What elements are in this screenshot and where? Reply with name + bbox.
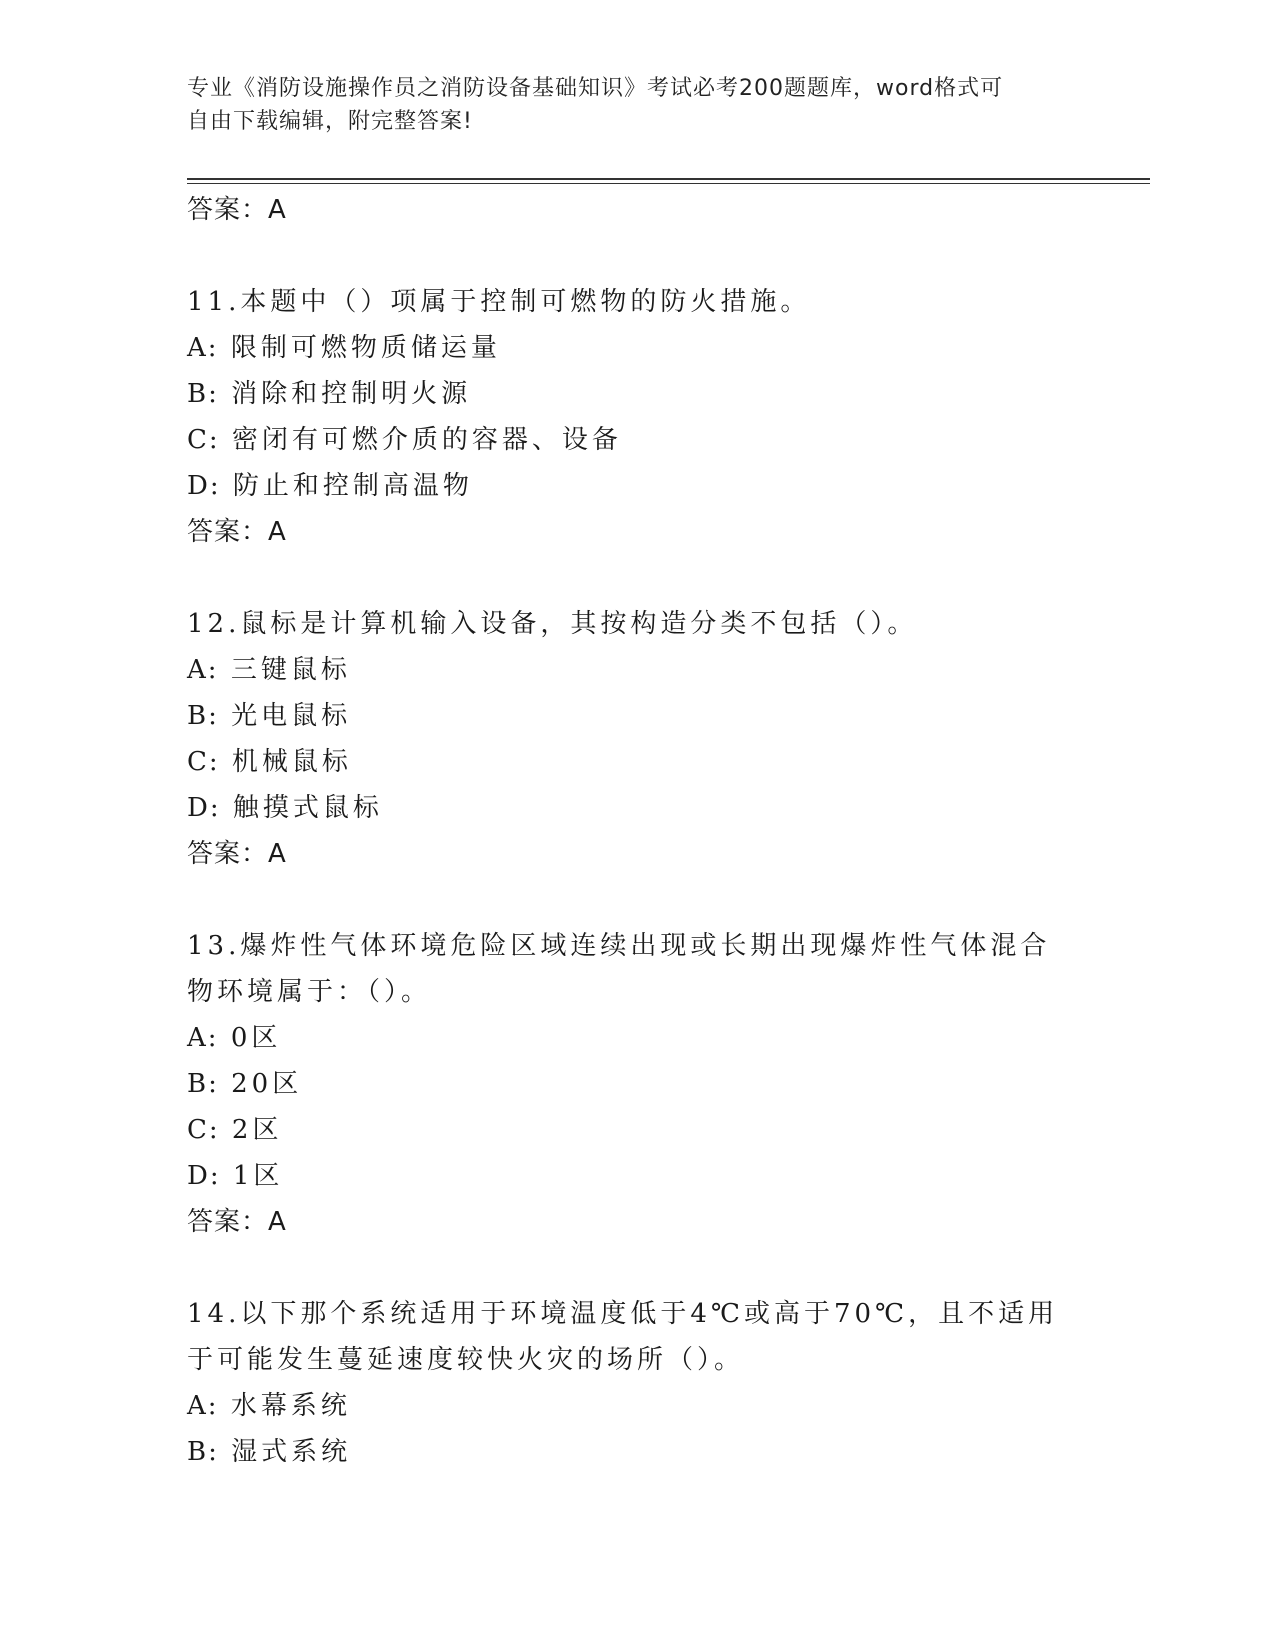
option-c	[187, 417, 1087, 463]
option-text: 湿式系统	[231, 1437, 352, 1467]
header-line-1: 专业《消防设施操作员之消防设备基础知识》考试必考200题题库，word格式可	[187, 76, 1004, 101]
option-text: 20区	[231, 1069, 303, 1099]
option-text: 触摸式鼠标	[232, 793, 383, 823]
option-d	[187, 1153, 1087, 1199]
option-label: C:	[187, 747, 220, 777]
answer-line: 答案：A	[187, 195, 287, 225]
option-label: D:	[187, 793, 221, 823]
option-c	[187, 1107, 1087, 1153]
answer-line: 答案：A	[187, 1207, 287, 1237]
option-text: 2区	[231, 1115, 283, 1145]
spacer	[187, 877, 1087, 923]
option-c	[187, 739, 1087, 785]
option-a	[187, 1383, 1087, 1429]
option-text: 三键鼠标	[230, 655, 351, 685]
option-label: B:	[187, 1069, 219, 1099]
question-stem: 12.鼠标是计算机输入设备，其按构造分类不包括（）。	[187, 609, 918, 639]
option-text: 限制可燃物质储运量	[230, 333, 501, 363]
option-d	[187, 785, 1087, 831]
question-block	[187, 923, 1087, 1245]
page-header	[187, 72, 1067, 138]
spacer	[187, 233, 1087, 279]
option-label: D:	[187, 471, 221, 501]
option-text: 0区	[230, 1023, 282, 1053]
option-a	[187, 325, 1087, 371]
question-stem: 14.以下那个系统适用于环境温度低于4℃或高于70℃，且不适用于可能发生蔓延速度较快火灾的场所（）。	[187, 1299, 1059, 1375]
answer-line: 答案：A	[187, 839, 287, 869]
option-label: D:	[187, 1161, 221, 1191]
option-label: A:	[187, 333, 219, 363]
question-stem: 13.爆炸性气体环境危险区域连续出现或长期出现爆炸性气体混合物环境属于：（）。	[187, 931, 1051, 1007]
option-b	[187, 371, 1087, 417]
question-stem: 11.本题中（）项属于控制可燃物的防火措施。	[187, 287, 811, 317]
option-a	[187, 647, 1087, 693]
question-block	[187, 1291, 1087, 1475]
option-text: 消除和控制明火源	[231, 379, 472, 409]
option-label: B:	[187, 379, 219, 409]
spacer	[187, 1245, 1087, 1291]
option-text: 机械鼠标	[231, 747, 352, 777]
header-line-2: 自由下载编辑，附完整答案!	[187, 109, 473, 134]
option-text: 光电鼠标	[231, 701, 352, 731]
question-list	[187, 187, 1087, 1475]
question-block	[187, 601, 1087, 877]
option-b	[187, 1061, 1087, 1107]
spacer	[187, 555, 1087, 601]
option-label: A:	[187, 1391, 219, 1421]
option-text: 1区	[232, 1161, 284, 1191]
option-text: 水幕系统	[230, 1391, 351, 1421]
header-rule-thick	[187, 178, 1150, 180]
question-block	[187, 279, 1087, 555]
header-rule-thin	[187, 183, 1150, 184]
option-b	[187, 1429, 1087, 1475]
option-label: B:	[187, 1437, 219, 1467]
option-label: A:	[187, 655, 219, 685]
option-a	[187, 1015, 1087, 1061]
option-b	[187, 693, 1087, 739]
answer-line: 答案：A	[187, 517, 287, 547]
option-label: A:	[187, 1023, 219, 1053]
option-label: C:	[187, 425, 220, 455]
option-d	[187, 463, 1087, 509]
option-text: 密闭有可燃介质的容器、设备	[231, 425, 622, 455]
option-text: 防止和控制高温物	[232, 471, 473, 501]
option-label: C:	[187, 1115, 220, 1145]
option-label: B:	[187, 701, 219, 731]
